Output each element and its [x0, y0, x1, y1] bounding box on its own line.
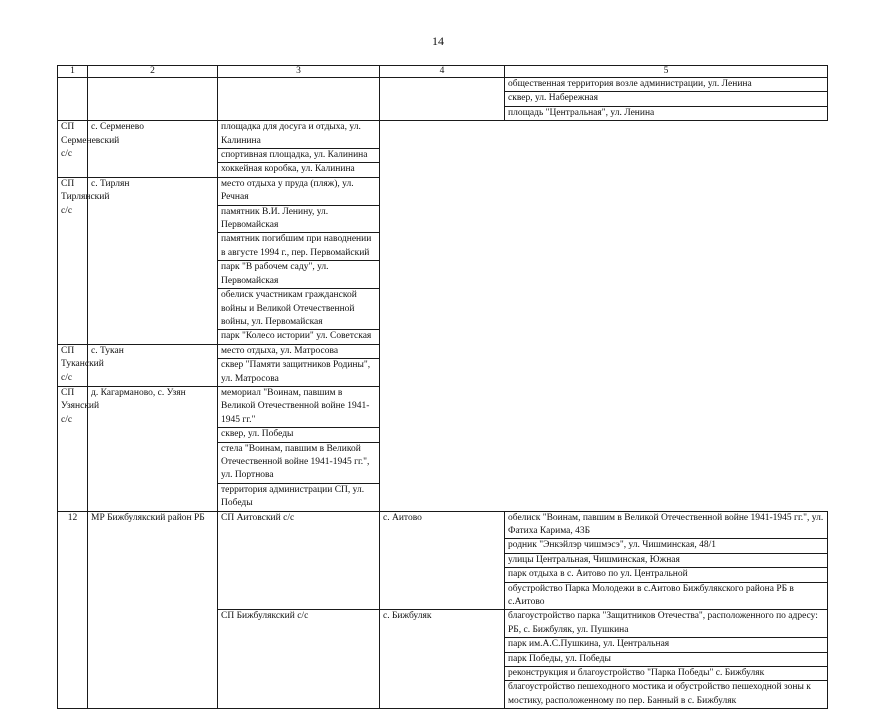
locality-name — [380, 78, 505, 121]
territory-name: общественная территория возле администрации, ул. Ленина — [505, 78, 828, 92]
column-header: 3 — [218, 66, 380, 78]
territory-name: спортивная площадка, ул. Калинина — [218, 149, 380, 163]
column-header: 4 — [380, 66, 505, 78]
territory-name: хоккейная коробка, ул. Калинина — [218, 163, 380, 177]
locality-name: с. Тукан — [88, 344, 218, 386]
settlement-name: СП Тирлянский с/с — [58, 177, 88, 344]
district-name: МР Бижбулякский район РБ — [88, 511, 218, 709]
column-header: 1 — [58, 66, 88, 78]
territory-name: обелиск участникам гражданской войны и Великой Отечественной войны, ул. Первомайская — [218, 289, 380, 330]
territory-name: обустройство Парка Молодежи в с.Аитово Бижбулякского района РБ в с.Аитово — [505, 582, 828, 610]
territory-name: улицы Центральная, Чишминская, Южная — [505, 553, 828, 567]
settlement-name: СП Узянский с/с — [58, 386, 88, 511]
territory-name: сквер "Памяти защитников Родины", ул. Матросова — [218, 359, 380, 387]
table-row — [58, 121, 828, 149]
territory-name: парк им.А.С.Пушкина, ул. Центральная — [505, 638, 828, 652]
table-row — [58, 78, 828, 92]
settlement-name: СП Серменевский с/с — [58, 121, 88, 178]
district-name — [88, 78, 218, 121]
territory-name: парк Победы, ул. Победы — [505, 652, 828, 666]
territory-name: обелиск "Воинам, павшим в Великой Отечественной войне 1941-1945 гг.", ул. Фатиха Карима, 43Б — [505, 511, 828, 539]
table-row — [58, 177, 828, 205]
locality-name: с. Бижбуляк — [380, 610, 505, 709]
locality-name: с. Тирлян — [88, 177, 218, 344]
territory-name: сквер, ул. Победы — [218, 428, 380, 442]
territory-name: площадь "Центральная", ул. Ленина — [505, 106, 828, 120]
territory-name: мемориал "Воинам, павшим в Великой Отечественной войне 1941-1945 гг." — [218, 386, 380, 427]
territory-name: реконструкция и благоустройство "Парка Победы" с. Бижбуляк — [505, 667, 828, 681]
territory-name: парк "Колесо истории" ул. Советская — [218, 330, 380, 344]
locality-name: д. Кагарманово, с. Узян — [88, 386, 218, 511]
table-row — [58, 344, 828, 358]
territory-name: родник "Энкэйлэр чишмэсэ", ул. Чишминская, 48/1 — [505, 539, 828, 553]
territory-name: благоустройство пешеходного мостика и обустройство пешеходной зоны к мостику, расположенному по пер. Банный в с. Бижбуляк — [505, 681, 828, 709]
table-header-row — [58, 66, 828, 78]
territory-name: территория администрации СП, ул. Победы — [218, 483, 380, 511]
column-header: 5 — [505, 66, 828, 78]
settlement-name: СП Аитовский с/с — [218, 511, 380, 610]
territory-name: площадка для досуга и отдыха, ул. Калинина — [218, 121, 380, 149]
row-number — [58, 78, 88, 121]
territory-name: благоустройство парка "Защитников Отечества", расположенного по адресу: РБ, с. Бижбуляк, ул. Пушкина — [505, 610, 828, 638]
page-number: 14 — [432, 34, 444, 48]
territory-name: место отдыха у пруда (пляж), ул. Речная — [218, 177, 380, 205]
settlement-name: СП Бижбулякский с/с — [218, 610, 380, 709]
settlement-name: СП Туканский с/с — [58, 344, 88, 386]
territory-name: парк отдыха в с. Аитово по ул. Центральной — [505, 568, 828, 582]
settlement-name — [218, 78, 380, 121]
territory-name: стела "Воинам, павшим в Великой Отечественной войне 1941-1945 гг.", ул. Портнова — [218, 442, 380, 483]
locality-name: с. Аитово — [380, 511, 505, 610]
locality-name: с. Серменево — [88, 121, 218, 178]
column-header: 2 — [88, 66, 218, 78]
territory-name: памятник В.И. Ленину, ул. Первомайская — [218, 205, 380, 233]
table-row — [58, 511, 828, 539]
territory-name: парк "В рабочем саду", ул. Первомайская — [218, 261, 380, 289]
territory-name: сквер, ул. Набережная — [505, 92, 828, 106]
territory-name: место отдыха, ул. Матросова — [218, 344, 380, 358]
territories-table — [57, 65, 828, 709]
territory-name: памятник погибшим при наводнении в августе 1994 г., пер. Первомайский — [218, 233, 380, 261]
row-number: 12 — [58, 511, 88, 709]
table-row — [58, 386, 828, 427]
